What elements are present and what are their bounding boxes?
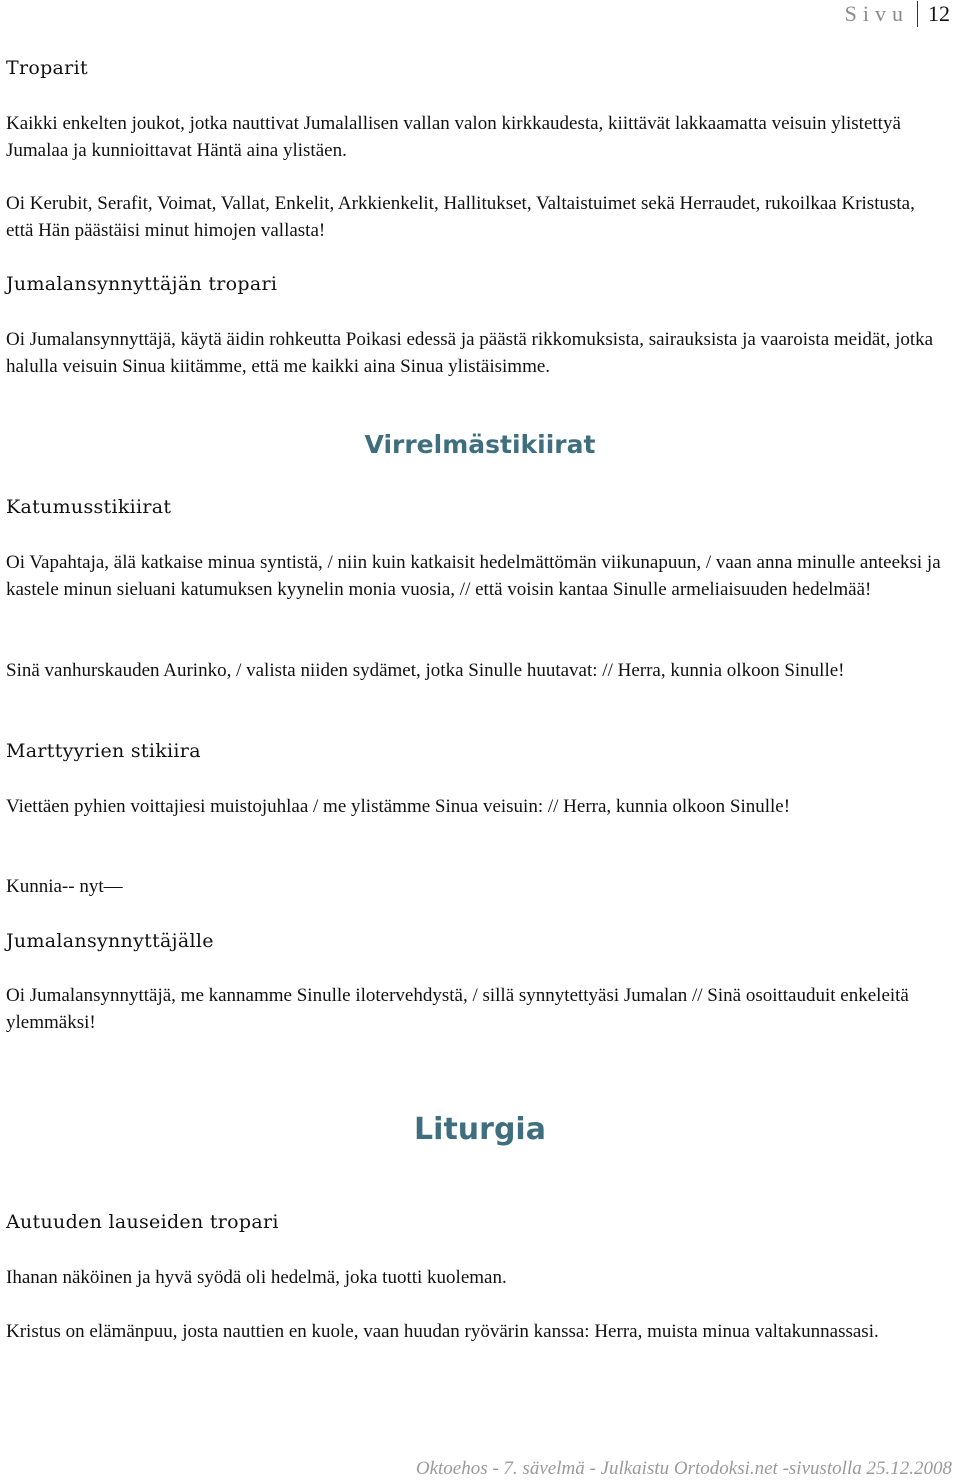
katumusstikiirat-paragraph-2: Sinä vanhurskauden Aurinko, / valista niiden sydämet, jotka Sinulle huutavat: // Herra, kunnia olkoon Sinulle! (6, 660, 845, 681)
katumusstikiirat-paragraph-1: Oi Vapahtaja, älä katkaise minua syntistä, / niin kuin katkaisit hedelmättömän viikunapuun, / vaan anna minulle anteeksi ja kastele minun sieluani katumuksen kyynelin monia vuosia, // että voisin kantaa Sinulle armeliaisuuden hedelmää! (6, 552, 941, 600)
marttyyrien-stikiira-heading: Marttyyrien stikiira (6, 740, 201, 762)
autuuden-tropari-paragraph-1: Ihanan näköinen ja hyvä syödä oli hedelmä, joka tuotti kuoleman. (6, 1267, 507, 1288)
page-footer: Oktoehos - 7. sävelmä - Julkaistu Ortodoksi.net -sivustolla 25.12.2008 (415, 1458, 952, 1479)
tropari-heading: Troparit (6, 57, 88, 79)
jumalansynnyttajan-tropari-paragraph: Oi Jumalansynnyttäjä, käytä äidin rohkeutta Poikasi edessä ja päästä rikkomuksista, sairauksista ja vaaroista meidät, jotka halulla veisuin Sinua kiitämme, että me kaikki aina Sinua ylistäisimme. (6, 329, 934, 377)
jumalansynnyttajalle-heading: Jumalansynnyttäjälle (6, 930, 214, 952)
page-label: Sivu (844, 1, 909, 26)
jumalansynnyttajalle-paragraph: Oi Jumalansynnyttäjä, me kannamme Sinulle ilotervehdystä, / sillä synnytettyäsi Jumalan // Sinä osoittauduit enkeleitä ylemmäksi! (6, 985, 909, 1033)
autuuden-tropari-heading: Autuuden lauseiden tropari (6, 1211, 279, 1233)
tropari-paragraph-2: Oi Kerubit, Serafit, Voimat, Vallat, Enkelit, Arkkienkelit, Hallitukset, Valtaistuimet sekä Herraudet, rukoilkaa Kristusta, että Hän päästäisi minut himojen vallasta! (6, 193, 915, 241)
marttyyrien-stikiira-paragraph: Viettäen pyhien voittajiesi muistojuhlaa / me ylistämme Sinua veisuin: // Herra, kunnia olkoon Sinulle! (6, 796, 791, 817)
virrelmastikiirat-title: Virrelmästikiirat (364, 430, 596, 459)
tropari-paragraph-1: Kaikki enkelten joukot, jotka nauttivat Jumalallisen vallan valon kirkkaudesta, kiittävät lakkaamatta veisuin ylistettyä Jumalaa ja kunnioittavat Häntä aina ylistäen. (6, 113, 901, 161)
kunnia-line: Kunnia-- nyt— (6, 876, 123, 897)
jumalansynnyttajan-tropari-heading: Jumalansynnyttäjän tropari (6, 273, 278, 295)
page-header (845, 0, 950, 28)
katumusstikiirat-heading: Katumusstikiirat (6, 496, 172, 518)
autuuden-tropari-paragraph-2: Kristus on elämänpuu, josta nauttien en kuole, vaan huudan ryövärin kanssa: Herra, muista minua valtakunnassasi. (6, 1321, 879, 1342)
page-number: 12 (917, 1, 950, 27)
liturgia-title: Liturgia (414, 1112, 546, 1147)
